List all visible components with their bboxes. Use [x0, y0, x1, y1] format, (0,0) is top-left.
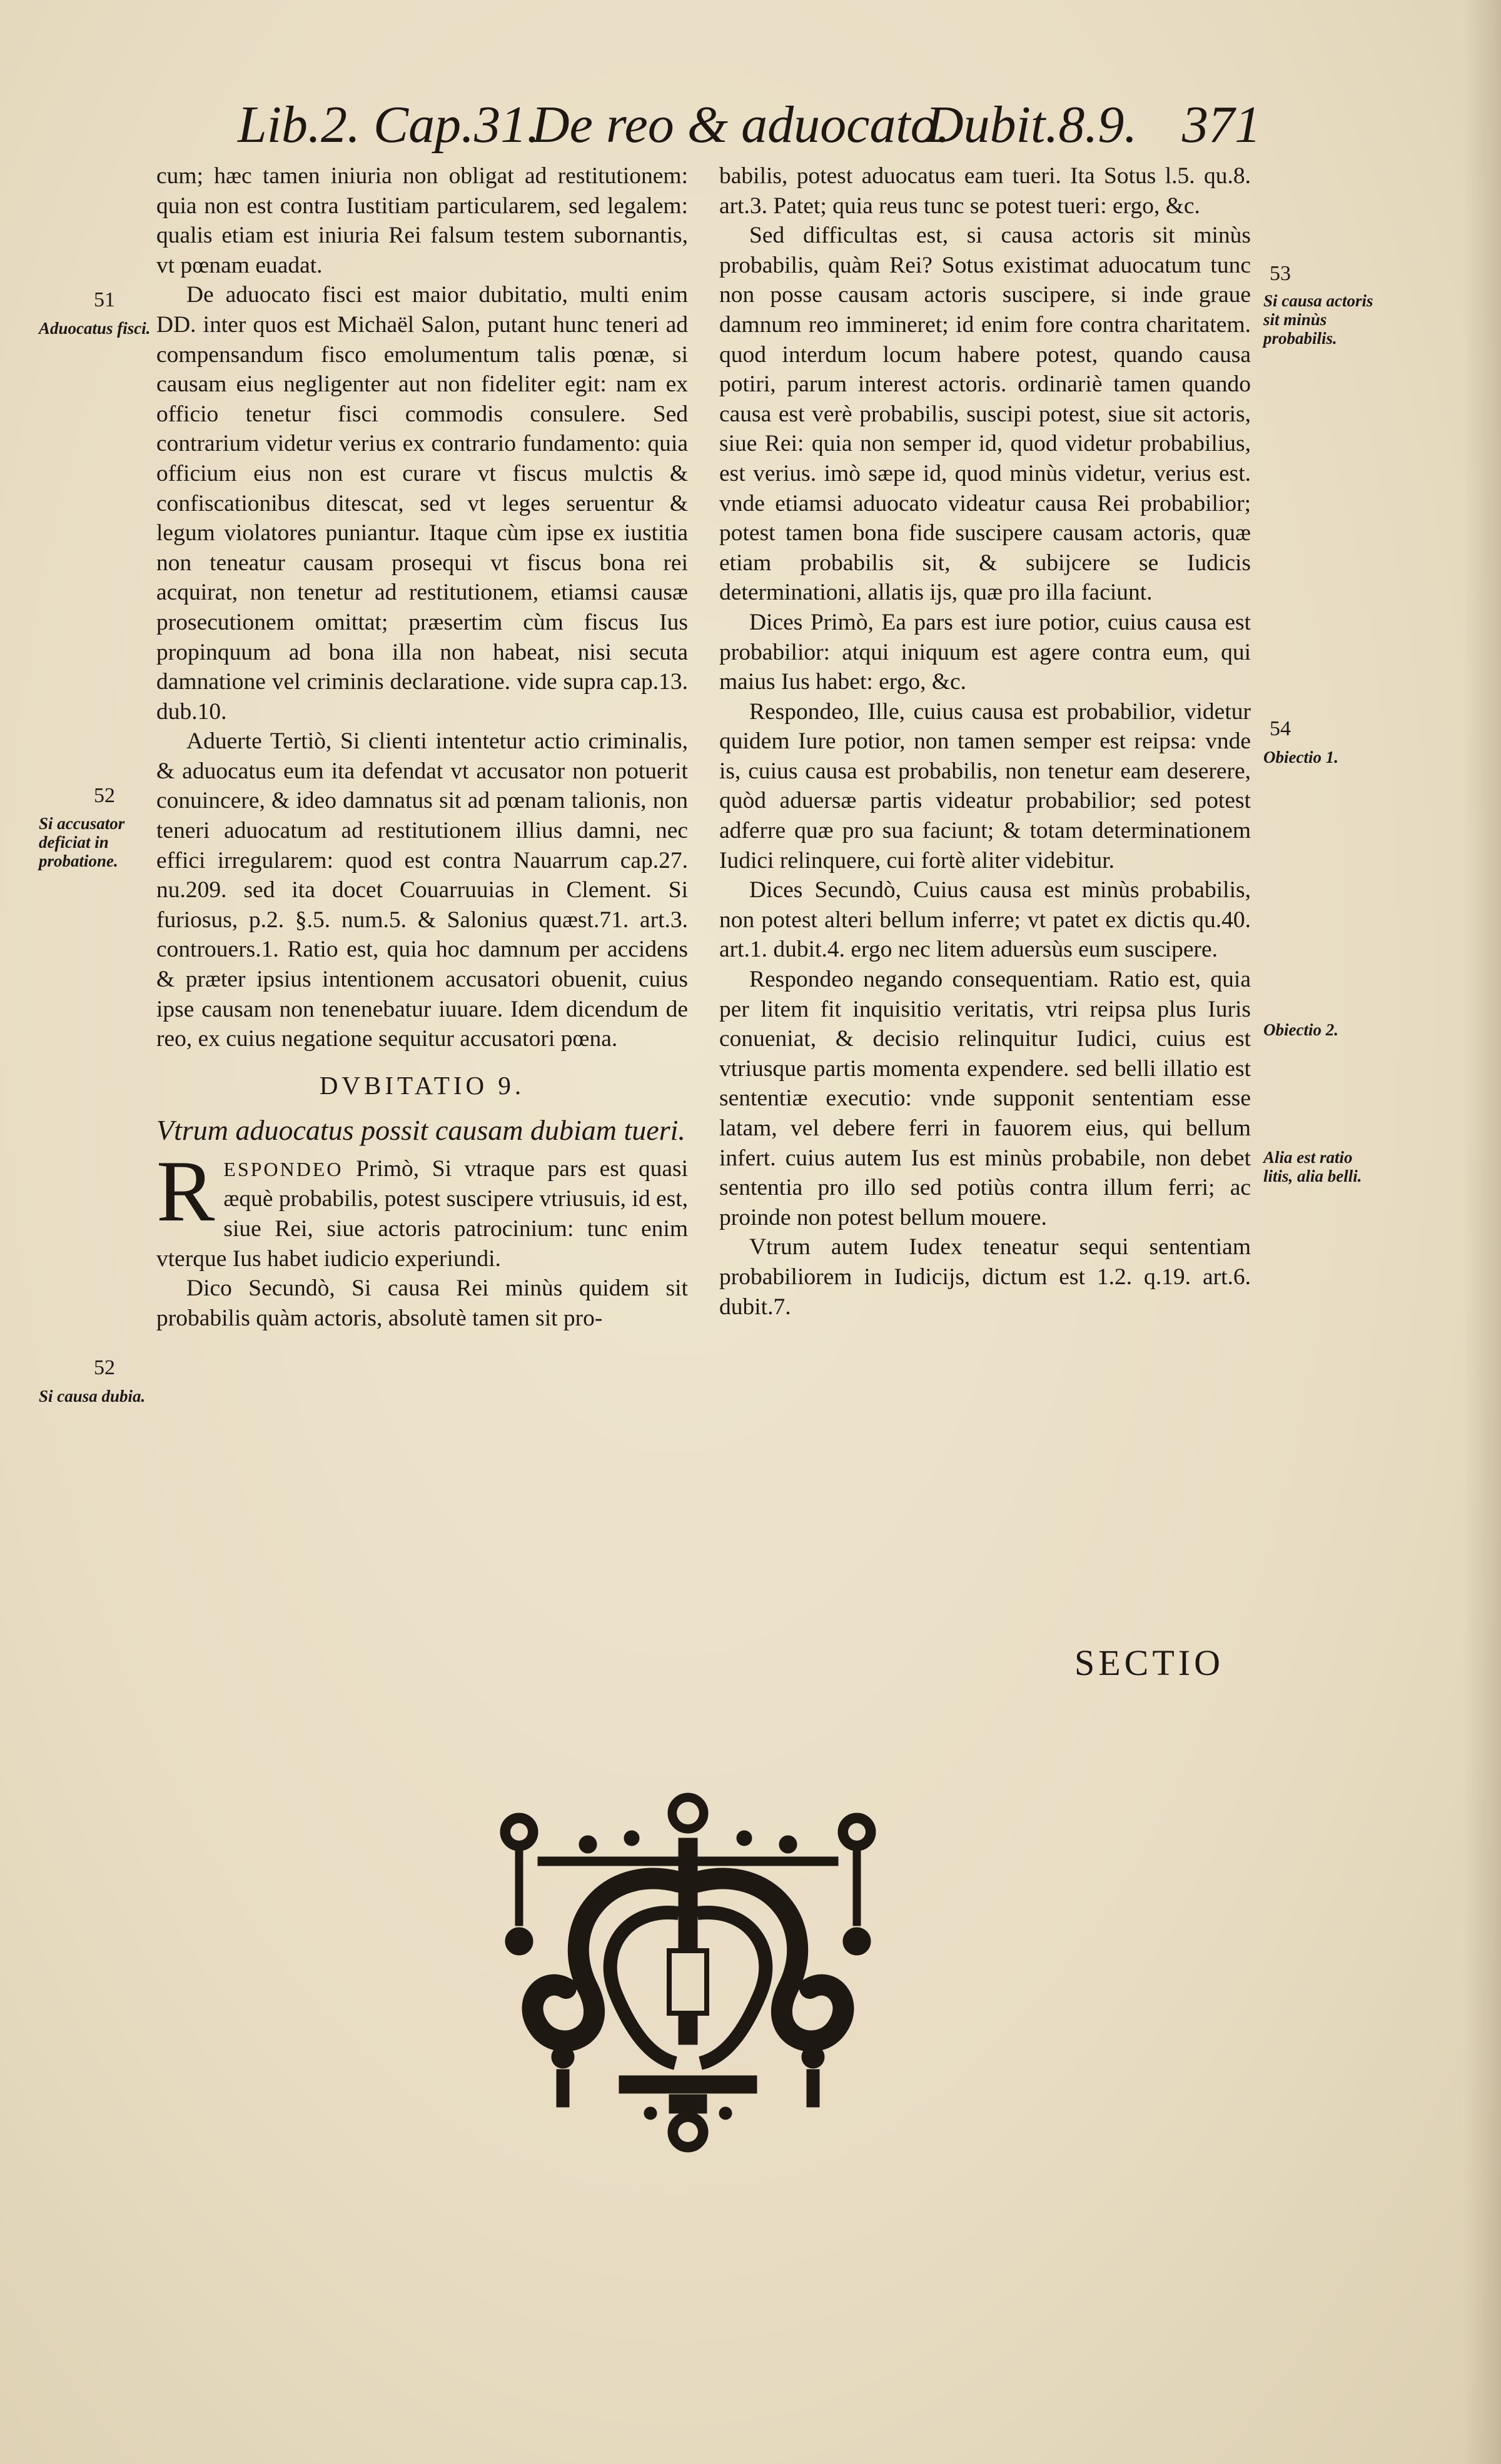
running-head-book-chapter: Lib.2. Cap.31. [238, 96, 540, 154]
margin-note: Obiectio 1. [1263, 748, 1338, 767]
margin-note: Obiectio 2. [1263, 1020, 1338, 1039]
left-column [156, 161, 688, 1333]
margin-number: 52 [94, 1356, 115, 1379]
paragraph: Respondeo negando consequentiam. Ratio est, quia per litem fit inquisitio veritatis, vtri reipsa plus Iuris conueniat, & decisio relinquitur Iudici, cuius est vtriusque partis momenta expendere. sed belli illatio est sententiæ executio: vnde supponit sententiam esse latam, vel debere ferri in fauorem eius, qui bellum infert. cuius autem Ius est minùs probabile, non debet sententia pro illo sed potiùs contra illum ferri; ac proinde non potest bellum mouere. [719, 967, 1251, 1230]
running-head-dubitatio: Dubit.8.9. [926, 96, 1138, 154]
page-edge-shadow [1463, 0, 1501, 2464]
running-head [238, 94, 1263, 156]
page-number: 371 [1182, 96, 1261, 154]
margin-note: Aduocatus fisci. [39, 319, 151, 338]
paragraph-text: Primò, Si vtraque pars est quasi æquè probabilis, potest suscipere vtriusuis, id est, siue Rei, siue actoris patrocinium: tunc enim vterque Ius habet iudicio experiundi. [156, 1155, 689, 1272]
right-column [719, 161, 1251, 1322]
paragraph: Respondeo, Ille, cuius causa est probabilior, videtur quidem Iure potior, non tamen semper est reipsa: vnde is, cuius causa est probabilis, non tenetur eam deserere, quòd aduersæ partis videatur probabilior; sed potest adferre quæ pro sua faciunt; & totam determinationem Iudici relinquere, cui fortè aliter videbitur. [719, 698, 1251, 873]
paragraph: Vtrum autem Iudex teneatur sequi sententiam probabiliorem in Iudicijs, dictum est 1.2. q.19. art.6. dubit.7. [719, 1234, 1251, 1320]
margin-note: Si causa actoris sit minùs probabilis. [1263, 291, 1373, 348]
section-heading: DVBITATIO 9. [319, 1070, 525, 1100]
paragraph: cum; hæc tamen iniuria non obligat ad restitutionem: quia non est contra Iustitiam particularem, sed legalem: qualis etiam est iniuria Rei falsum testem subornantis, vt pœnam euadat. [156, 163, 688, 278]
margin-number: 53 [1270, 262, 1291, 285]
paragraph: De aduocato fisci est maior dubitatio, multi enim DD. inter quos est Michaël Salon, putant hunc teneri ad compensandum fisco emolumentum talis pœnæ, si causam eius negligenter aut non fideliter egit: nam ex officio tenetur fisci commodis consulere. Sed contrarium videtur verius ex contrario fundamento: quia officium eius non est curare vt fiscus mulctis & confiscationibus ditescat, sed vt leges seruentur & legum violatores puniantur. Itaque cùm ipse ex iustitia non teneatur causam prosequi vt fiscus bona rei acquirat, non tenetur ad restitutionem, etiamsi causæ prosecutionem omittat; præsertim cùm fiscus Ius propinquum ad bona illa non habeat, nisi secuta damnatione vel criminis declaratione. vide supra cap.13. dub.10. [156, 282, 688, 725]
drop-cap: R [156, 1142, 215, 1240]
paragraph: babilis, potest aduocatus eam tueri. Ita Sotus l.5. qu.8. art.3. Patet; quia reus tunc se potest tueri: ergo, &c. [719, 163, 1251, 219]
margin-note: Si causa dubia. [39, 1387, 146, 1405]
paragraph: Dices Primò, Ea pars est iure potior, cuius causa est probabilior: atqui iniquum est agere contra eum, qui maius Ius habet: ergo, &c. [719, 609, 1251, 695]
paragraph [156, 1142, 689, 1274]
paragraph: Aduerte Tertiò, Si clienti intentetur actio criminalis, & aduocatus eum ita defendat vt accusator non potuerit conuincere, & ideo damnatus sit ad pœnam talionis, non teneri aduocatum ad restitutionem illius damni, nec effici irregularem: quod est contra Nauarrum cap.27. nu.209. sed ita docet Couarruuias in Clement. Si furiosus, p.2. §.5. num.5. & Salonius quæst.71. art.3. controuers.1. Ratio est, quia hoc damnum per accidens & præter ipsius intentionem accusatori obuenit, cuius ipse causam non tenenebatur iuuare. Idem dicendum de reo, ex cuius negatione sequitur accusatori pœna. [156, 728, 688, 1052]
margin-number: 54 [1270, 717, 1291, 740]
margin-number: 52 [94, 784, 115, 807]
respondeo-word: ESPONDEO [223, 1157, 343, 1180]
paragraph: Dices Secundò, Cuius causa est minùs probabilis, non potest alteri bellum inferre; vt patet ex dictis qu.40. art.1. dubit.4. ergo nec litem aduersùs eum suscipere. [719, 877, 1251, 963]
margin-number: 51 [94, 288, 115, 311]
paragraph: Sed difficultas est, si causa actoris sit minùs probabilis, quàm Rei? Sotus existimat aduocatum tunc non posse causam actoris suscipere, si inde graue damnum reo immineret; id enim fore contra charitatem. quod interdum locum habere potest, quando causa potiri, parum interest actoris. ordinariè tamen quando causa est verè probabilis, suscipi potest, siue sit actoris, siue Rei: quia non semper id, quod videtur probabilius, est verius. imò sæpe id, quod minùs videtur, verius est. vnde etiamsi aduocato videatur causa Rei probabilior; potest tamen bona fide suscipere causam actoris, quæ etiam probabilis sit, & subijcere se Iudicis determinationi, allatis ijs, quæ pro illa faciunt. [719, 223, 1251, 606]
margin-note: Alia est ratio litis, alia belli. [1263, 1148, 1362, 1185]
paragraph: Dico Secundò, Si causa Rei minùs quidem sit probabilis quàm actoris, absolutè tamen sit pro- [156, 1275, 688, 1331]
section-title: Vtrum aduocatus possit causam dubiam tueri. [156, 1114, 685, 1146]
margin-note: Si accusator deficiat in probatione. [39, 814, 125, 870]
running-head-topic: De reo & aduocato. [532, 96, 950, 154]
catchword: SECTIO [1074, 1642, 1224, 1683]
tailpiece-ornament-icon [463, 1763, 913, 2188]
